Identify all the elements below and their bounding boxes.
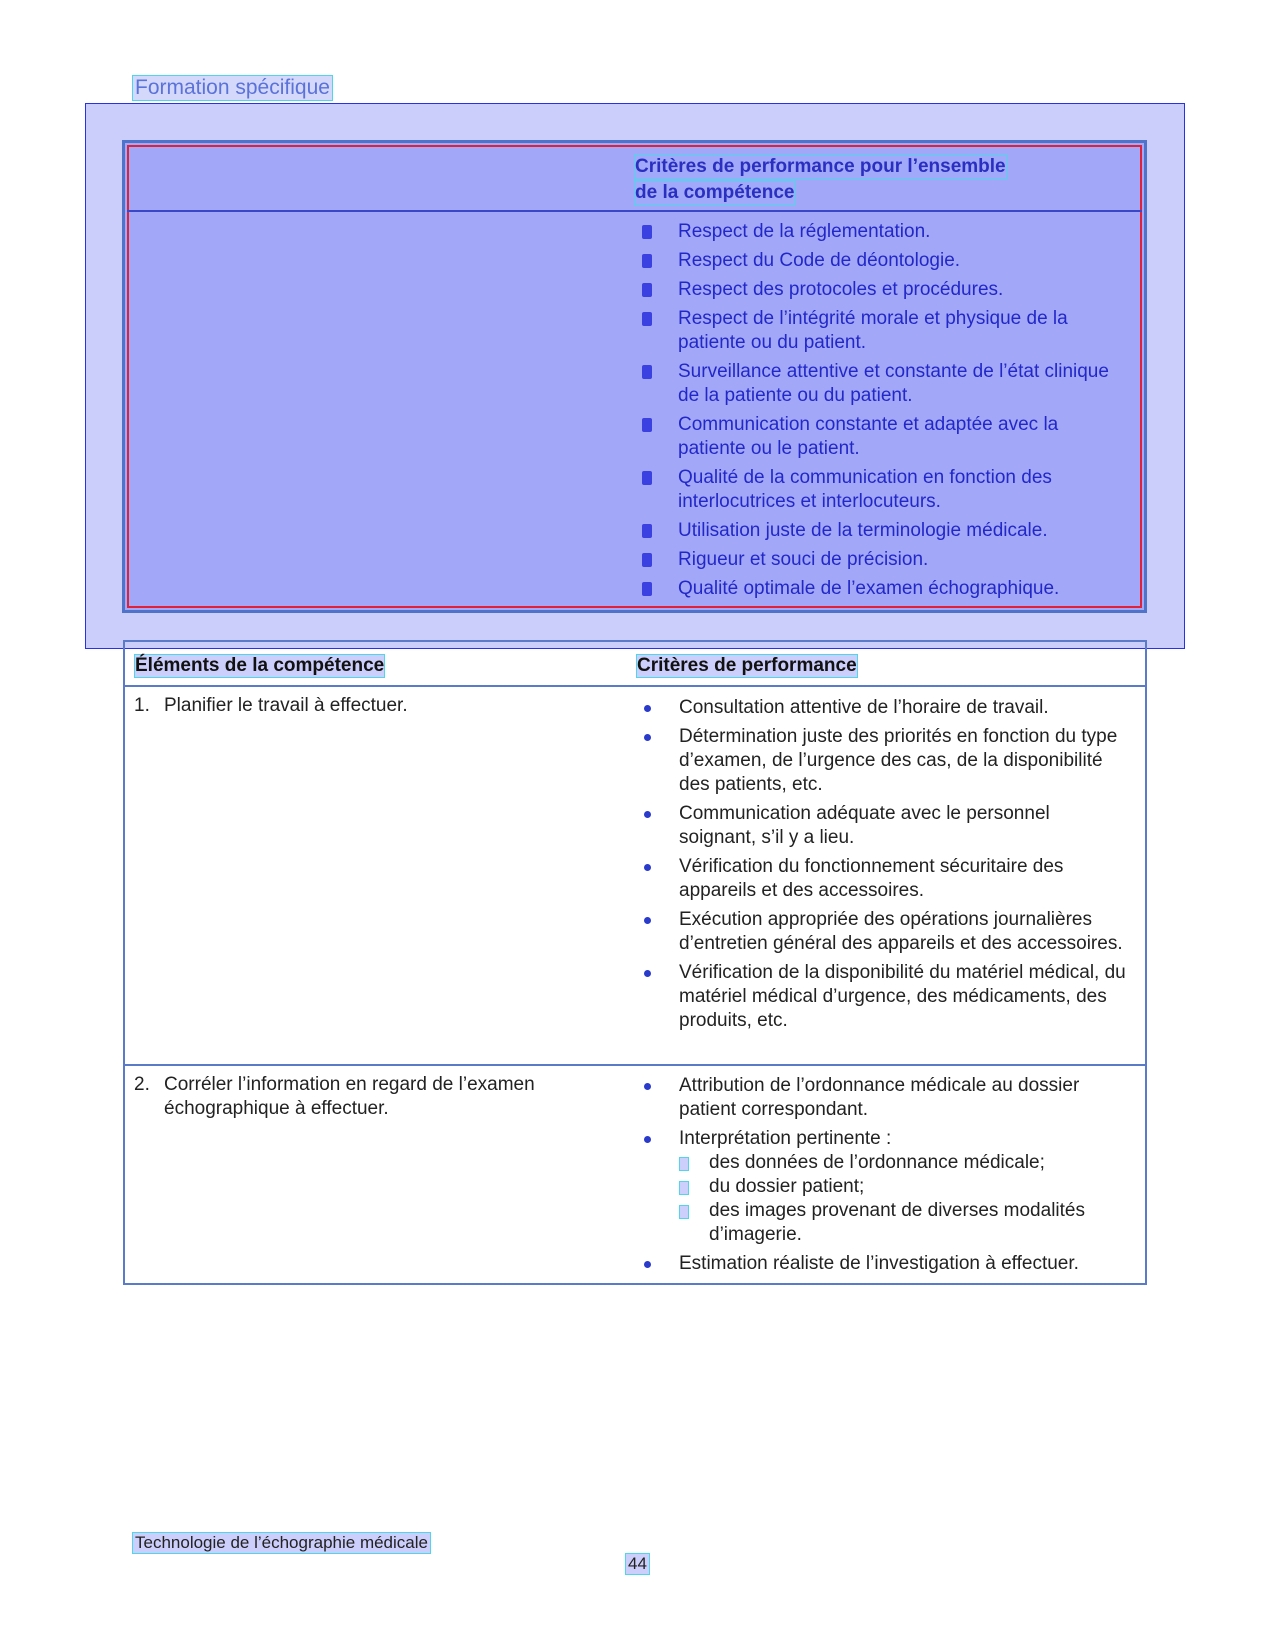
column-header-elements: Éléments de la compétence [135, 655, 385, 676]
bullet-icon [642, 582, 652, 596]
bullet-icon [644, 1261, 651, 1268]
list-item: Qualité optimale de l’examen échographique. [640, 577, 1110, 601]
list-item: Exécution appropriée des opérations journalières d’entretien général des appareils et des accessoires. [641, 908, 1131, 956]
list-item: Respect des protocoles et procédures. [640, 278, 1110, 302]
bullet-icon [642, 312, 652, 326]
sub-list-item: des données de l’ordonnance médicale; [679, 1151, 1131, 1175]
element-text: Planifier le travail à effectuer. [164, 695, 408, 716]
list-item: Utilisation juste de la terminologie médicale. [640, 519, 1110, 543]
list-item: Communication constante et adaptée avec la patiente ou le patient. [640, 413, 1110, 461]
heading-line-1: Critères de performance pour l’ensemble [634, 154, 1007, 180]
row-1-criteria-list [641, 696, 1131, 1038]
list-item: Surveillance attentive et constante de l’état clinique de la patiente ou du patient. [640, 360, 1110, 408]
overall-criteria-divider [127, 210, 1142, 212]
bullet-icon [642, 283, 652, 297]
sub-list-item: des images provenant de diverses modalités d’imagerie. [679, 1199, 1131, 1247]
bullet-icon [644, 970, 651, 977]
list-item: Attribution de l’ordonnance médicale au dossier patient correspondant. [641, 1074, 1131, 1122]
bullet-icon [644, 1083, 651, 1090]
element-text: Corréler l’information en regard de l’examen échographique à effectuer. [164, 1074, 535, 1119]
list-item: Interprétation pertinente : des données de l’ordonnance médicale; du dossier patient; des images provenant de diverses modalités d’imagerie. [641, 1127, 1131, 1247]
column-header-criteria: Critères de performance [637, 655, 857, 676]
circle-bullet-icon [679, 1205, 689, 1219]
list-item: Qualité de la communication en fonction des interlocutrices et interlocuteurs. [640, 466, 1110, 514]
row-2-criteria-list [641, 1074, 1131, 1281]
list-item: Respect de l’intégrité morale et physique de la patiente ou du patient. [640, 307, 1110, 355]
list-item: Consultation attentive de l’horaire de travail. [641, 696, 1131, 720]
element-number: 1. [134, 695, 150, 716]
interpretation-sub-list [679, 1151, 1131, 1247]
bullet-icon [644, 705, 651, 712]
circle-bullet-icon [679, 1181, 689, 1195]
bullet-icon [642, 225, 652, 239]
list-item: Détermination juste des priorités en fonction du type d’examen, de l’urgence des cas, de la disponibilité des patients, etc. [641, 725, 1131, 797]
heading-line-2: de la compétence [634, 180, 795, 206]
table-row-divider [123, 1064, 1147, 1066]
table-row-element-2 [134, 1073, 644, 1121]
circle-bullet-icon [679, 1157, 689, 1171]
overall-criteria-list [640, 220, 1110, 606]
overall-criteria-heading [634, 154, 1054, 206]
bullet-icon [644, 734, 651, 741]
bullet-icon [642, 365, 652, 379]
element-number: 2. [134, 1074, 150, 1095]
table-row-element-1 [134, 694, 644, 718]
bullet-icon [642, 553, 652, 567]
page-number: 44 [625, 1553, 650, 1575]
list-item: Vérification de la disponibilité du matériel médical, du matériel médical d’urgence, des médicaments, des produits, etc. [641, 961, 1131, 1033]
list-item: Estimation réaliste de l’investigation à effectuer. [641, 1252, 1131, 1276]
bullet-icon [644, 917, 651, 924]
sub-list-item: du dossier patient; [679, 1175, 1131, 1199]
list-item: Communication adéquate avec le personnel soignant, s’il y a lieu. [641, 802, 1131, 850]
page-header-title: Formation spécifique [132, 75, 333, 101]
bullet-icon [644, 811, 651, 818]
list-item: Rigueur et souci de précision. [640, 548, 1110, 572]
list-item: Vérification du fonctionnement sécuritaire des appareils et des accessoires. [641, 855, 1131, 903]
list-item: Respect de la réglementation. [640, 220, 1110, 244]
bullet-icon [644, 864, 651, 871]
footer-title: Technologie de l’échographie médicale [132, 1532, 431, 1554]
bullet-icon [642, 471, 652, 485]
bullet-icon [642, 254, 652, 268]
table-header-divider [123, 685, 1147, 687]
bullet-icon [642, 524, 652, 538]
list-item: Respect du Code de déontologie. [640, 249, 1110, 273]
bullet-icon [642, 418, 652, 432]
bullet-icon [644, 1136, 651, 1143]
